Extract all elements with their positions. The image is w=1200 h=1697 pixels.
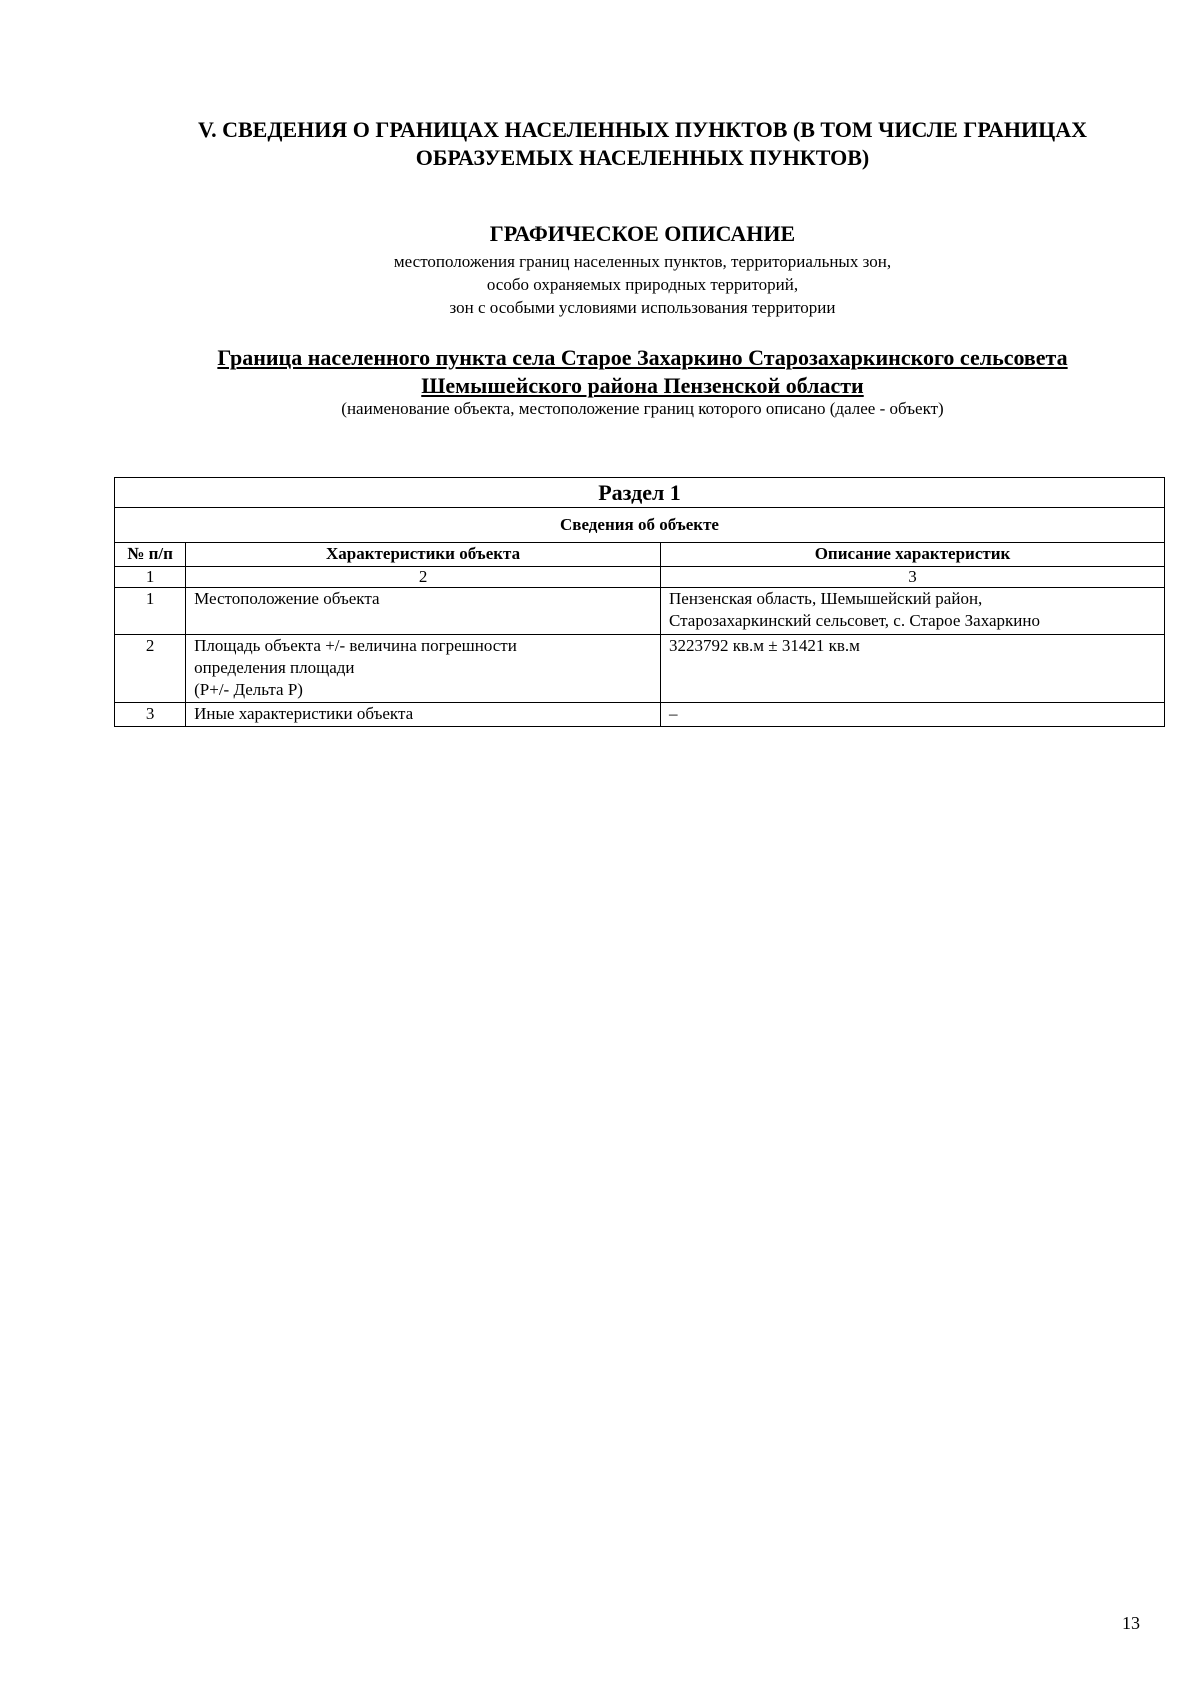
graphic-description-title: ГРАФИЧЕСКОЕ ОПИСАНИЕ xyxy=(489,221,796,246)
text-line: Иные характеристики объекта xyxy=(194,704,414,723)
table-row xyxy=(115,635,1165,703)
text-line: определения площади xyxy=(194,658,355,677)
section-title-line-2: ОБРАЗУЕМЫХ НАСЕЛЕННЫХ ПУНКТОВ) xyxy=(415,145,870,170)
subtitle-line-3: зон с особыми условиями использования территории xyxy=(449,298,836,317)
column-number-1: 1 xyxy=(115,567,186,588)
header-number: № п/п xyxy=(115,543,186,567)
table-row xyxy=(115,588,1165,635)
object-note: (наименование объекта, местоположение границ которого описано (далее - объект) xyxy=(341,399,944,418)
table-subtitle: Сведения об объекте xyxy=(115,508,1165,543)
subtitle-row xyxy=(115,508,1165,543)
page-number: 13 xyxy=(1122,1613,1140,1633)
column-numbering-row xyxy=(115,567,1165,588)
text-line: 3223792 кв.м ± 31421 кв.м xyxy=(669,636,860,655)
row-number: 3 xyxy=(115,703,186,727)
column-number-3: 3 xyxy=(661,567,1165,588)
table-row xyxy=(115,703,1165,727)
section-title-line-1: V. СВЕДЕНИЯ О ГРАНИЦАХ НАСЕЛЕННЫХ ПУНКТОВ (В ТОМ ЧИСЛЕ ГРАНИЦАХ xyxy=(198,117,1087,142)
text-line: Старозахаркинский сельсовет, с. Старое Захаркино xyxy=(669,611,1040,630)
header-description: Описание характеристик xyxy=(661,543,1165,567)
row-description xyxy=(661,635,1165,703)
row-characteristic xyxy=(186,703,661,727)
section-title xyxy=(110,116,1175,172)
header-characteristic: Характеристики объекта xyxy=(186,543,661,567)
object-name-line-1: Граница населенного пункта села Старое Захаркино Старозахаркинского сельсовета xyxy=(217,345,1068,370)
subtitle-line-2: особо охраняемых природных территорий, xyxy=(486,275,799,294)
section-heading: Раздел 1 xyxy=(115,478,1165,508)
text-line: Пензенская область, Шемышейский район, xyxy=(669,589,983,608)
object-name-line-2: Шемышейского района Пензенской области xyxy=(421,373,864,398)
object-info-table xyxy=(114,477,1165,727)
text-line: (Р+/- Дельта Р) xyxy=(194,680,303,699)
text-line: – xyxy=(669,704,678,723)
object-name xyxy=(110,344,1175,400)
section-row xyxy=(115,478,1165,508)
subtitle-line-1: местоположения границ населенных пунктов, территориальных зон, xyxy=(393,252,892,271)
text-line: Местоположение объекта xyxy=(194,589,380,608)
graphic-description-subtitle xyxy=(110,250,1175,319)
row-number: 1 xyxy=(115,588,186,635)
text-line: Площадь объекта +/- величина погрешности xyxy=(194,636,517,655)
row-description xyxy=(661,703,1165,727)
row-description xyxy=(661,588,1165,635)
row-characteristic xyxy=(186,588,661,635)
row-characteristic xyxy=(186,635,661,703)
row-number: 2 xyxy=(115,635,186,703)
header-row xyxy=(115,543,1165,567)
column-number-2: 2 xyxy=(186,567,661,588)
